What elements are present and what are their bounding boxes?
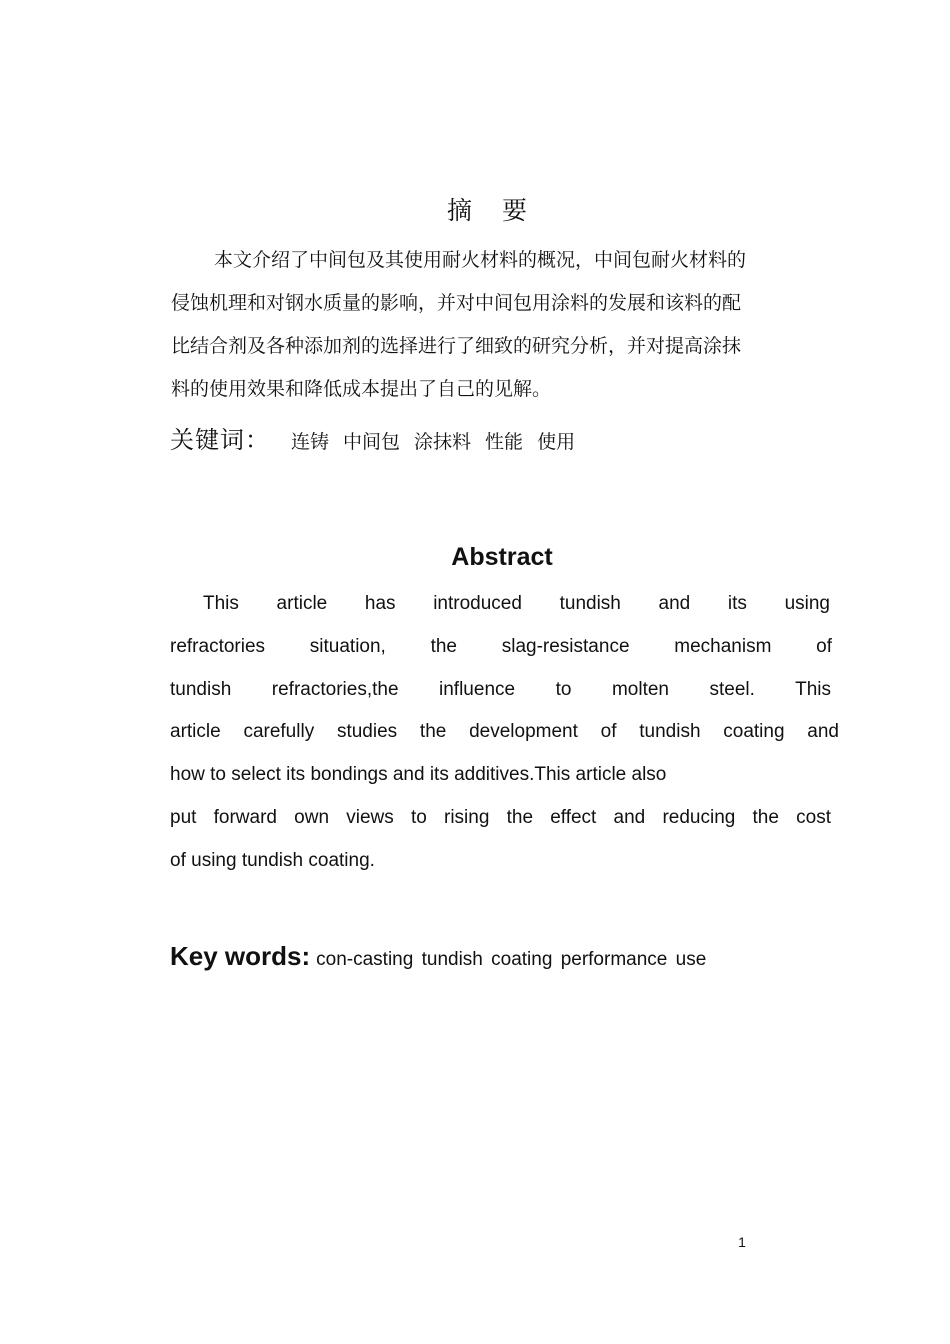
english-abstract-line: tundish refractories,the influence to molten steel. This bbox=[170, 678, 831, 700]
english-abstract-line: article carefully studies the development of tundish coating and bbox=[170, 721, 839, 743]
english-keywords bbox=[170, 936, 810, 981]
english-abstract-body bbox=[170, 583, 840, 883]
chinese-abstract-line: 本文介绍了中间包及其使用耐火材料的概况，中间包耐火材料的 bbox=[214, 249, 747, 271]
chinese-keyword: 涂抹料 bbox=[414, 431, 472, 453]
chinese-keywords-separator: ： bbox=[245, 426, 269, 454]
chinese-keyword: 性能 bbox=[485, 431, 524, 453]
english-abstract-line: of using tundish coating. bbox=[170, 849, 375, 871]
english-abstract-line: This article has introduced tundish and its using bbox=[203, 593, 830, 614]
chinese-keyword: 中间包 bbox=[343, 431, 401, 453]
chinese-abstract-title: 摘要 bbox=[446, 196, 557, 225]
english-abstract-line: put forward own views to rising the effect and reducing the cost bbox=[170, 806, 831, 828]
page-number: 1 bbox=[738, 1234, 746, 1250]
chinese-abstract-line: 侵蚀机理和对钢水质量的影响，并对中间包用涂料的发展和该料的配 bbox=[171, 292, 742, 314]
english-keywords-list: con-casting tundish coating performance use bbox=[316, 949, 707, 970]
chinese-keywords-label: 关键词 bbox=[170, 426, 245, 454]
chinese-abstract-line: 比结合剂及各种添加剂的选择进行了细致的研究分析，并对提高涂抹 bbox=[171, 335, 742, 357]
english-abstract-line: refractories situation, the slag-resistance mechanism of bbox=[170, 635, 832, 657]
chinese-keyword: 连铸 bbox=[291, 431, 330, 453]
english-abstract-line: how to select its bondings and its additives.This article also bbox=[170, 764, 667, 786]
chinese-keyword: 使用 bbox=[537, 431, 576, 453]
chinese-abstract-body bbox=[171, 239, 787, 411]
english-abstract-title: Abstract bbox=[451, 543, 553, 571]
english-keywords-label: Key words: bbox=[170, 941, 311, 971]
chinese-keywords bbox=[170, 420, 810, 463]
chinese-abstract-line: 料的使用效果和降低成本提出了自己的见解。 bbox=[171, 378, 552, 400]
